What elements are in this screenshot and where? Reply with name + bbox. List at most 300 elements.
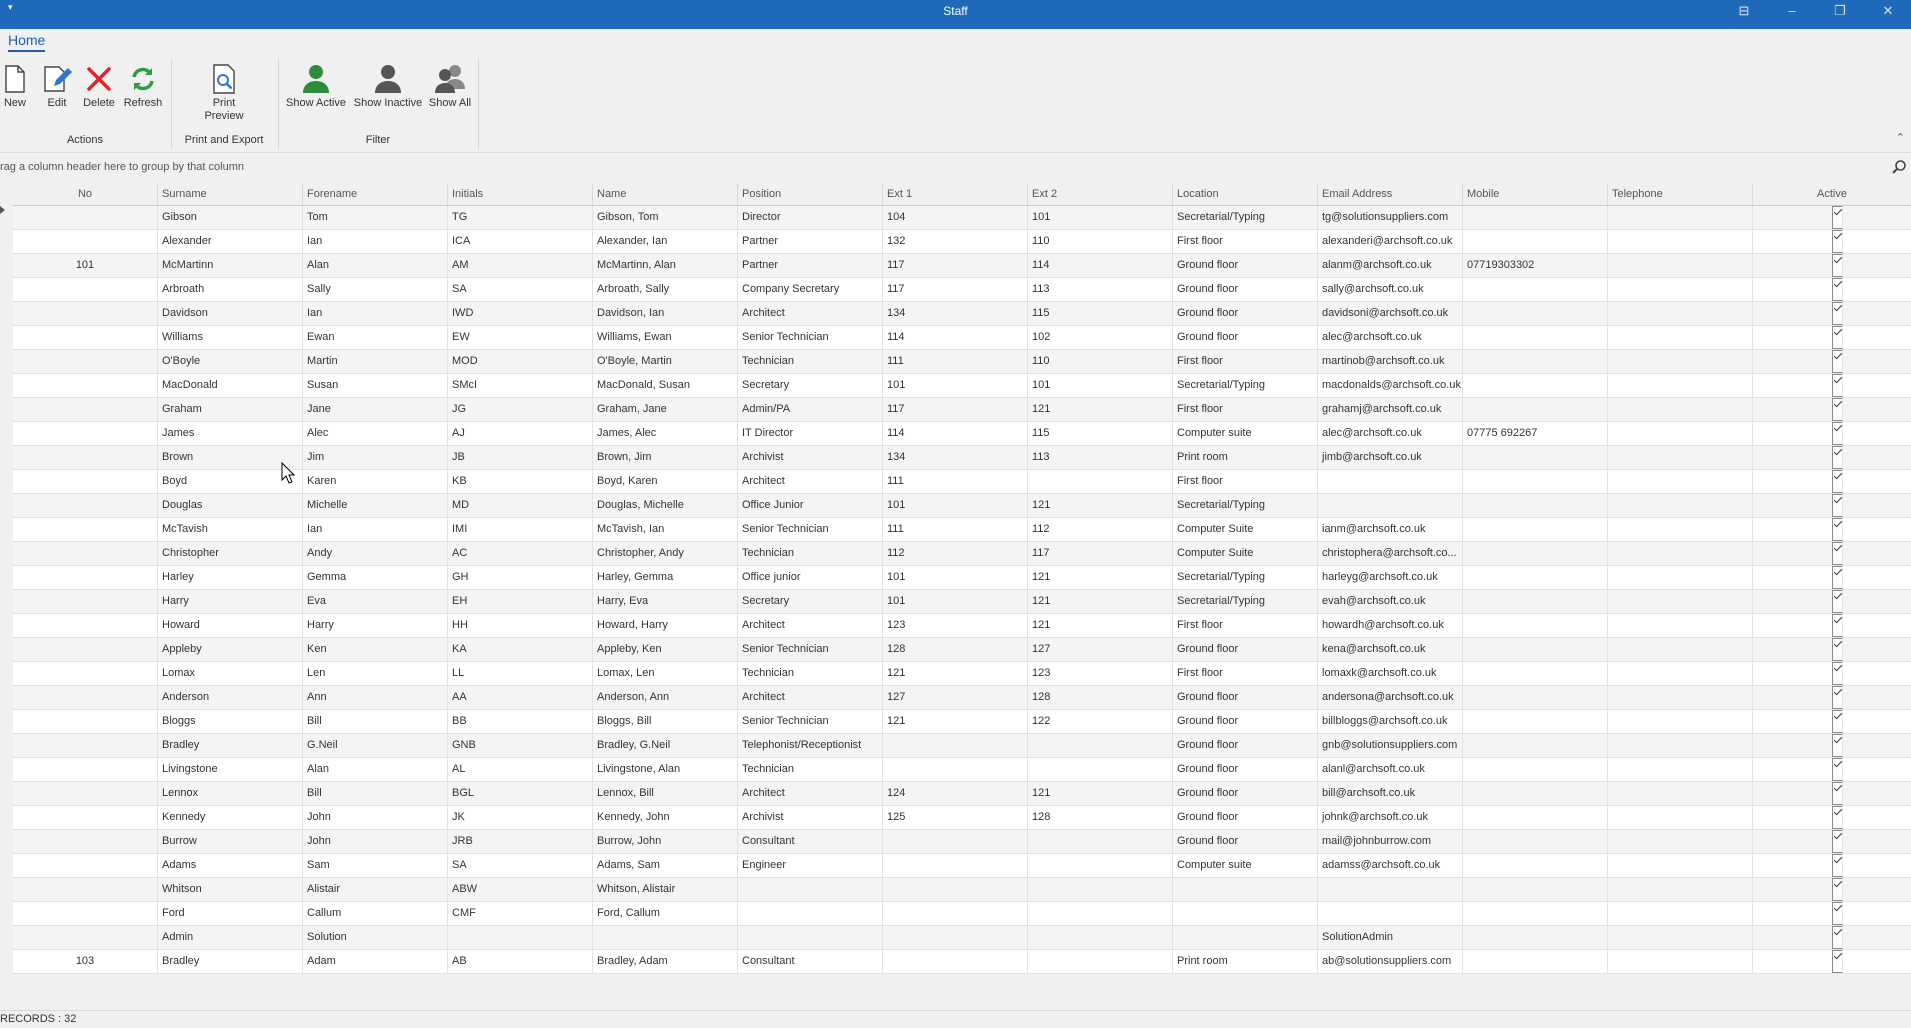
cell-mobile[interactable] xyxy=(1463,398,1608,421)
cell-mobile[interactable] xyxy=(1463,806,1608,829)
cell-mobile[interactable] xyxy=(1463,854,1608,877)
cell-surname[interactable]: Bradley xyxy=(158,734,303,757)
cell-email[interactable]: tg@solutionsuppliers.com xyxy=(1318,206,1463,229)
cell-email[interactable]: alec@archsoft.co.uk xyxy=(1318,422,1463,445)
cell-ext2[interactable]: 127 xyxy=(1028,638,1173,661)
cell-surname[interactable]: Arbroath xyxy=(158,278,303,301)
active-checkbox[interactable] xyxy=(1832,566,1843,589)
cell-position[interactable]: Director xyxy=(738,206,883,229)
cell-mobile[interactable] xyxy=(1463,830,1608,853)
table-row[interactable] xyxy=(13,878,1911,902)
cell-position[interactable]: Technician xyxy=(738,542,883,565)
table-row[interactable] xyxy=(13,326,1911,350)
cell-telephone[interactable] xyxy=(1608,326,1753,349)
cell-ext2[interactable]: 114 xyxy=(1028,254,1173,277)
cell-location[interactable]: First floor xyxy=(1173,614,1318,637)
cell-position[interactable]: Secretary xyxy=(738,374,883,397)
cell-surname[interactable]: Adams xyxy=(158,854,303,877)
cell-active[interactable] xyxy=(1753,614,1911,637)
cell-name[interactable]: Lomax, Len xyxy=(593,662,738,685)
col-header-name[interactable]: Name xyxy=(593,183,738,205)
cell-active[interactable] xyxy=(1753,350,1911,373)
cell-mobile[interactable]: 07775 692267 xyxy=(1463,422,1608,445)
cell-forename[interactable]: Alan xyxy=(303,254,448,277)
cell-ext2[interactable]: 101 xyxy=(1028,206,1173,229)
cell-position[interactable]: Partner xyxy=(738,230,883,253)
cell-mobile[interactable] xyxy=(1463,518,1608,541)
cell-ext2[interactable] xyxy=(1028,902,1173,925)
cell-position[interactable]: Architect xyxy=(738,782,883,805)
cell-telephone[interactable] xyxy=(1608,398,1753,421)
col-header-surname[interactable]: Surname xyxy=(158,183,303,205)
cell-surname[interactable]: Bradley xyxy=(158,950,303,973)
cell-position[interactable]: Architect xyxy=(738,302,883,325)
cell-position[interactable]: Senior Technician xyxy=(738,518,883,541)
cell-email[interactable]: howardh@archsoft.co.uk xyxy=(1318,614,1463,637)
active-checkbox[interactable] xyxy=(1832,686,1843,709)
cell-name[interactable]: Kennedy, John xyxy=(593,806,738,829)
active-checkbox[interactable] xyxy=(1832,950,1843,973)
cell-mobile[interactable] xyxy=(1463,374,1608,397)
cell-ext1[interactable] xyxy=(883,926,1028,949)
minimize-button[interactable]: – xyxy=(1788,3,1796,18)
cell-no[interactable] xyxy=(13,758,158,781)
cell-email[interactable]: harleyg@archsoft.co.uk xyxy=(1318,566,1463,589)
cell-forename[interactable]: Solution xyxy=(303,926,448,949)
cell-telephone[interactable] xyxy=(1608,662,1753,685)
cell-location[interactable]: Ground floor xyxy=(1173,710,1318,733)
cell-name[interactable]: McMartinn, Alan xyxy=(593,254,738,277)
table-row[interactable] xyxy=(13,758,1911,782)
active-checkbox[interactable] xyxy=(1832,590,1843,613)
table-row[interactable] xyxy=(13,494,1911,518)
cell-active[interactable] xyxy=(1753,638,1911,661)
cell-mobile[interactable] xyxy=(1463,950,1608,973)
cell-ext2[interactable]: 128 xyxy=(1028,806,1173,829)
cell-ext2[interactable]: 102 xyxy=(1028,326,1173,349)
cell-active[interactable] xyxy=(1753,398,1911,421)
cell-no[interactable] xyxy=(13,782,158,805)
cell-ext2[interactable]: 121 xyxy=(1028,494,1173,517)
cell-name[interactable]: MacDonald, Susan xyxy=(593,374,738,397)
new-button[interactable] xyxy=(0,61,30,110)
cell-active[interactable] xyxy=(1753,902,1911,925)
cell-ext2[interactable]: 113 xyxy=(1028,446,1173,469)
cell-forename[interactable]: Ian xyxy=(303,302,448,325)
cell-name[interactable] xyxy=(593,926,738,949)
cell-ext1[interactable] xyxy=(883,734,1028,757)
table-row[interactable] xyxy=(13,422,1911,446)
cell-email[interactable] xyxy=(1318,470,1463,493)
cell-no[interactable] xyxy=(13,710,158,733)
cell-no[interactable] xyxy=(13,590,158,613)
cell-forename[interactable]: Bill xyxy=(303,710,448,733)
cell-location[interactable] xyxy=(1173,902,1318,925)
refresh-button[interactable] xyxy=(122,61,164,110)
cell-active[interactable] xyxy=(1753,302,1911,325)
cell-email[interactable]: gnb@solutionsuppliers.com xyxy=(1318,734,1463,757)
cell-active[interactable] xyxy=(1753,374,1911,397)
table-row[interactable] xyxy=(13,230,1911,254)
cell-mobile[interactable] xyxy=(1463,470,1608,493)
close-button[interactable]: ✕ xyxy=(1882,3,1894,18)
cell-name[interactable]: Gibson, Tom xyxy=(593,206,738,229)
cell-forename[interactable]: Ann xyxy=(303,686,448,709)
cell-no[interactable] xyxy=(13,806,158,829)
cell-location[interactable] xyxy=(1173,926,1318,949)
cell-initials[interactable]: ICA xyxy=(448,230,593,253)
cell-location[interactable]: Ground floor xyxy=(1173,686,1318,709)
cell-name[interactable]: Lennox, Bill xyxy=(593,782,738,805)
cell-telephone[interactable] xyxy=(1608,278,1753,301)
cell-location[interactable]: Ground floor xyxy=(1173,326,1318,349)
cell-mobile[interactable]: 07719303302 xyxy=(1463,254,1608,277)
cell-position[interactable]: Archivist xyxy=(738,446,883,469)
cell-no[interactable] xyxy=(13,302,158,325)
cell-email[interactable]: alec@archsoft.co.uk xyxy=(1318,326,1463,349)
cell-mobile[interactable] xyxy=(1463,326,1608,349)
cell-ext1[interactable] xyxy=(883,854,1028,877)
cell-mobile[interactable] xyxy=(1463,542,1608,565)
cell-initials[interactable]: JRB xyxy=(448,830,593,853)
cell-initials[interactable]: MD xyxy=(448,494,593,517)
cell-ext1[interactable]: 121 xyxy=(883,710,1028,733)
cell-email[interactable]: bill@archsoft.co.uk xyxy=(1318,782,1463,805)
cell-telephone[interactable] xyxy=(1608,446,1753,469)
cell-ext1[interactable]: 114 xyxy=(883,422,1028,445)
cell-forename[interactable]: Martin xyxy=(303,350,448,373)
cell-active[interactable] xyxy=(1753,326,1911,349)
cell-ext1[interactable]: 114 xyxy=(883,326,1028,349)
cell-surname[interactable]: James xyxy=(158,422,303,445)
cell-name[interactable]: Adams, Sam xyxy=(593,854,738,877)
table-row[interactable] xyxy=(13,662,1911,686)
table-row[interactable] xyxy=(13,278,1911,302)
delete-button[interactable] xyxy=(80,61,118,110)
cell-location[interactable]: Secretarial/Typing xyxy=(1173,590,1318,613)
cell-active[interactable] xyxy=(1753,734,1911,757)
cell-surname[interactable]: Graham xyxy=(158,398,303,421)
cell-position[interactable]: Senior Technician xyxy=(738,710,883,733)
cell-telephone[interactable] xyxy=(1608,950,1753,973)
cell-ext1[interactable]: 132 xyxy=(883,230,1028,253)
cell-mobile[interactable] xyxy=(1463,758,1608,781)
cell-surname[interactable]: Williams xyxy=(158,326,303,349)
cell-mobile[interactable] xyxy=(1463,230,1608,253)
cell-ext2[interactable]: 110 xyxy=(1028,230,1173,253)
cell-ext1[interactable]: 117 xyxy=(883,398,1028,421)
cell-no[interactable] xyxy=(13,686,158,709)
col-header-active[interactable]: Active xyxy=(1817,188,1847,200)
table-row[interactable] xyxy=(13,854,1911,878)
cell-telephone[interactable] xyxy=(1608,686,1753,709)
cell-ext2[interactable]: 121 xyxy=(1028,590,1173,613)
cell-telephone[interactable] xyxy=(1608,542,1753,565)
cell-telephone[interactable] xyxy=(1608,230,1753,253)
cell-ext2[interactable]: 113 xyxy=(1028,278,1173,301)
cell-no[interactable] xyxy=(13,734,158,757)
cell-forename[interactable]: Alistair xyxy=(303,878,448,901)
cell-ext2[interactable] xyxy=(1028,878,1173,901)
cell-mobile[interactable] xyxy=(1463,782,1608,805)
cell-location[interactable]: Print room xyxy=(1173,950,1318,973)
cell-telephone[interactable] xyxy=(1608,902,1753,925)
cell-telephone[interactable] xyxy=(1608,590,1753,613)
cell-surname[interactable]: Livingstone xyxy=(158,758,303,781)
cell-telephone[interactable] xyxy=(1608,302,1753,325)
cell-ext1[interactable] xyxy=(883,878,1028,901)
cell-initials[interactable]: AB xyxy=(448,950,593,973)
col-header-mobile[interactable]: Mobile xyxy=(1463,183,1608,205)
cell-ext2[interactable] xyxy=(1028,950,1173,973)
col-header-email[interactable]: Email Address xyxy=(1318,183,1463,205)
cell-initials[interactable]: IWD xyxy=(448,302,593,325)
cell-active[interactable] xyxy=(1753,590,1911,613)
cell-ext1[interactable]: 134 xyxy=(883,446,1028,469)
cell-active[interactable] xyxy=(1753,686,1911,709)
print-preview-button[interactable] xyxy=(198,61,250,123)
cell-surname[interactable]: Kennedy xyxy=(158,806,303,829)
cell-no[interactable] xyxy=(13,374,158,397)
cell-name[interactable]: Boyd, Karen xyxy=(593,470,738,493)
cell-mobile[interactable] xyxy=(1463,734,1608,757)
cell-initials[interactable]: AM xyxy=(448,254,593,277)
cell-active[interactable] xyxy=(1753,854,1911,877)
active-checkbox[interactable] xyxy=(1832,422,1843,445)
cell-location[interactable]: Ground floor xyxy=(1173,278,1318,301)
cell-forename[interactable]: G.Neil xyxy=(303,734,448,757)
cell-ext1[interactable]: 112 xyxy=(883,542,1028,565)
active-checkbox[interactable] xyxy=(1832,206,1843,229)
cell-initials[interactable]: TG xyxy=(448,206,593,229)
cell-surname[interactable]: Anderson xyxy=(158,686,303,709)
cell-mobile[interactable] xyxy=(1463,302,1608,325)
cell-location[interactable]: First floor xyxy=(1173,662,1318,685)
cell-active[interactable] xyxy=(1753,446,1911,469)
cell-email[interactable]: alexanderi@archsoft.co.uk xyxy=(1318,230,1463,253)
cell-position[interactable]: Senior Technician xyxy=(738,326,883,349)
cell-no[interactable] xyxy=(13,542,158,565)
cell-location[interactable]: Print room xyxy=(1173,446,1318,469)
cell-email[interactable]: mail@johnburrow.com xyxy=(1318,830,1463,853)
col-header-telephone[interactable]: Telephone xyxy=(1608,183,1753,205)
cell-forename[interactable]: Len xyxy=(303,662,448,685)
cell-active[interactable] xyxy=(1753,206,1911,229)
cell-location[interactable]: First floor xyxy=(1173,398,1318,421)
cell-position[interactable]: Architect xyxy=(738,686,883,709)
cell-ext1[interactable]: 111 xyxy=(883,470,1028,493)
cell-no[interactable] xyxy=(13,422,158,445)
cell-position[interactable]: Architect xyxy=(738,470,883,493)
active-checkbox[interactable] xyxy=(1832,758,1843,781)
cell-telephone[interactable] xyxy=(1608,350,1753,373)
cell-ext1[interactable] xyxy=(883,758,1028,781)
cell-surname[interactable]: Bloggs xyxy=(158,710,303,733)
table-row[interactable] xyxy=(13,806,1911,830)
cell-initials[interactable]: MOD xyxy=(448,350,593,373)
edit-button[interactable] xyxy=(40,61,74,110)
active-checkbox[interactable] xyxy=(1832,326,1843,349)
cell-name[interactable]: Douglas, Michelle xyxy=(593,494,738,517)
cell-active[interactable] xyxy=(1753,230,1911,253)
ribbon-display-icon[interactable]: ⊟ xyxy=(1738,3,1750,18)
active-checkbox[interactable] xyxy=(1832,446,1843,469)
table-row[interactable] xyxy=(13,254,1911,278)
cell-no[interactable] xyxy=(13,278,158,301)
cell-telephone[interactable] xyxy=(1608,926,1753,949)
cell-name[interactable]: Brown, Jim xyxy=(593,446,738,469)
cell-ext1[interactable]: 101 xyxy=(883,566,1028,589)
table-row[interactable] xyxy=(13,398,1911,422)
cell-forename[interactable]: Gemma xyxy=(303,566,448,589)
cell-location[interactable]: Ground floor xyxy=(1173,734,1318,757)
cell-location[interactable]: Computer suite xyxy=(1173,854,1318,877)
cell-initials[interactable]: SMcI xyxy=(448,374,593,397)
cell-telephone[interactable] xyxy=(1608,806,1753,829)
cell-position[interactable]: Consultant xyxy=(738,950,883,973)
cell-name[interactable]: Arbroath, Sally xyxy=(593,278,738,301)
table-row[interactable] xyxy=(13,902,1911,926)
cell-name[interactable]: Anderson, Ann xyxy=(593,686,738,709)
table-row[interactable] xyxy=(13,206,1911,230)
cell-forename[interactable]: Sally xyxy=(303,278,448,301)
cell-position[interactable]: Technician xyxy=(738,758,883,781)
table-row[interactable] xyxy=(13,302,1911,326)
cell-surname[interactable]: Harley xyxy=(158,566,303,589)
cell-surname[interactable]: Harry xyxy=(158,590,303,613)
cell-forename[interactable]: Michelle xyxy=(303,494,448,517)
table-row[interactable] xyxy=(13,926,1911,950)
active-checkbox[interactable] xyxy=(1832,878,1843,901)
cell-email[interactable]: lomaxk@archsoft.co.uk xyxy=(1318,662,1463,685)
cell-ext2[interactable]: 121 xyxy=(1028,398,1173,421)
cell-surname[interactable]: Boyd xyxy=(158,470,303,493)
cell-position[interactable]: Engineer xyxy=(738,854,883,877)
active-checkbox[interactable] xyxy=(1832,662,1843,685)
cell-email[interactable]: grahamj@archsoft.co.uk xyxy=(1318,398,1463,421)
cell-location[interactable]: Ground floor xyxy=(1173,830,1318,853)
cell-ext1[interactable]: 101 xyxy=(883,374,1028,397)
cell-initials[interactable]: GH xyxy=(448,566,593,589)
cell-forename[interactable]: John xyxy=(303,806,448,829)
cell-no[interactable] xyxy=(13,518,158,541)
cell-telephone[interactable] xyxy=(1608,782,1753,805)
cell-surname[interactable]: MacDonald xyxy=(158,374,303,397)
cell-email[interactable]: alanm@archsoft.co.uk xyxy=(1318,254,1463,277)
cell-surname[interactable]: Burrow xyxy=(158,830,303,853)
cell-active[interactable] xyxy=(1753,254,1911,277)
col-header-location[interactable]: Location xyxy=(1173,183,1318,205)
cell-forename[interactable]: Adam xyxy=(303,950,448,973)
table-row[interactable] xyxy=(13,710,1911,734)
cell-surname[interactable]: Appleby xyxy=(158,638,303,661)
active-checkbox[interactable] xyxy=(1832,638,1843,661)
cell-initials[interactable]: SA xyxy=(448,278,593,301)
cell-name[interactable]: Howard, Harry xyxy=(593,614,738,637)
active-checkbox[interactable] xyxy=(1832,302,1843,325)
show-active-button[interactable] xyxy=(284,61,348,110)
cell-position[interactable]: Office junior xyxy=(738,566,883,589)
cell-initials[interactable]: JG xyxy=(448,398,593,421)
cell-no[interactable] xyxy=(13,206,158,229)
cell-no[interactable] xyxy=(13,662,158,685)
tab-home[interactable]: Home xyxy=(8,32,45,52)
cell-telephone[interactable] xyxy=(1608,566,1753,589)
table-row[interactable] xyxy=(13,470,1911,494)
cell-position[interactable]: Partner xyxy=(738,254,883,277)
cell-no[interactable] xyxy=(13,326,158,349)
cell-forename[interactable]: Karen xyxy=(303,470,448,493)
cell-initials[interactable]: LL xyxy=(448,662,593,685)
cell-initials[interactable]: KA xyxy=(448,638,593,661)
active-checkbox[interactable] xyxy=(1832,902,1843,925)
active-checkbox[interactable] xyxy=(1832,710,1843,733)
cell-email[interactable]: evah@archsoft.co.uk xyxy=(1318,590,1463,613)
cell-telephone[interactable] xyxy=(1608,830,1753,853)
cell-email[interactable]: jimb@archsoft.co.uk xyxy=(1318,446,1463,469)
cell-position[interactable]: Telephonist/Receptionist xyxy=(738,734,883,757)
cell-name[interactable]: Harry, Eva xyxy=(593,590,738,613)
col-header-ext2[interactable]: Ext 2 xyxy=(1028,183,1173,205)
cell-location[interactable]: Ground floor xyxy=(1173,806,1318,829)
cell-email[interactable]: ianm@archsoft.co.uk xyxy=(1318,518,1463,541)
col-header-ext1[interactable]: Ext 1 xyxy=(883,183,1028,205)
cell-email[interactable]: billbloggs@archsoft.co.uk xyxy=(1318,710,1463,733)
cell-name[interactable]: Williams, Ewan xyxy=(593,326,738,349)
cell-mobile[interactable] xyxy=(1463,350,1608,373)
cell-initials[interactable]: AC xyxy=(448,542,593,565)
cell-surname[interactable]: Brown xyxy=(158,446,303,469)
cell-email[interactable]: alanl@archsoft.co.uk xyxy=(1318,758,1463,781)
cell-mobile[interactable] xyxy=(1463,902,1608,925)
cell-name[interactable]: Appleby, Ken xyxy=(593,638,738,661)
cell-telephone[interactable] xyxy=(1608,374,1753,397)
cell-email[interactable] xyxy=(1318,878,1463,901)
cell-ext1[interactable]: 124 xyxy=(883,782,1028,805)
cell-position[interactable]: Consultant xyxy=(738,830,883,853)
cell-email[interactable]: macdonalds@archsoft.co.uk xyxy=(1318,374,1463,397)
cell-active[interactable] xyxy=(1753,422,1911,445)
cell-mobile[interactable] xyxy=(1463,278,1608,301)
cell-ext1[interactable]: 101 xyxy=(883,494,1028,517)
cell-name[interactable]: Bradley, G.Neil xyxy=(593,734,738,757)
cell-surname[interactable]: Howard xyxy=(158,614,303,637)
cell-location[interactable]: Computer Suite xyxy=(1173,542,1318,565)
cell-surname[interactable]: McTavish xyxy=(158,518,303,541)
cell-email[interactable]: SolutionAdmin xyxy=(1318,926,1463,949)
active-checkbox[interactable] xyxy=(1832,494,1843,517)
cell-forename[interactable]: Eva xyxy=(303,590,448,613)
cell-ext1[interactable]: 104 xyxy=(883,206,1028,229)
cell-location[interactable]: Ground floor xyxy=(1173,302,1318,325)
cell-forename[interactable]: Jane xyxy=(303,398,448,421)
active-checkbox[interactable] xyxy=(1832,350,1843,373)
cell-initials[interactable]: GNB xyxy=(448,734,593,757)
cell-position[interactable] xyxy=(738,902,883,925)
cell-mobile[interactable] xyxy=(1463,590,1608,613)
active-checkbox[interactable] xyxy=(1832,854,1843,877)
cell-initials[interactable]: KB xyxy=(448,470,593,493)
cell-ext2[interactable] xyxy=(1028,830,1173,853)
cell-forename[interactable]: Jim xyxy=(303,446,448,469)
cell-forename[interactable]: Callum xyxy=(303,902,448,925)
cell-no[interactable] xyxy=(13,398,158,421)
cell-mobile[interactable] xyxy=(1463,614,1608,637)
cell-name[interactable]: Alexander, Ian xyxy=(593,230,738,253)
cell-email[interactable] xyxy=(1318,902,1463,925)
cell-initials[interactable]: JB xyxy=(448,446,593,469)
cell-ext1[interactable]: 117 xyxy=(883,254,1028,277)
